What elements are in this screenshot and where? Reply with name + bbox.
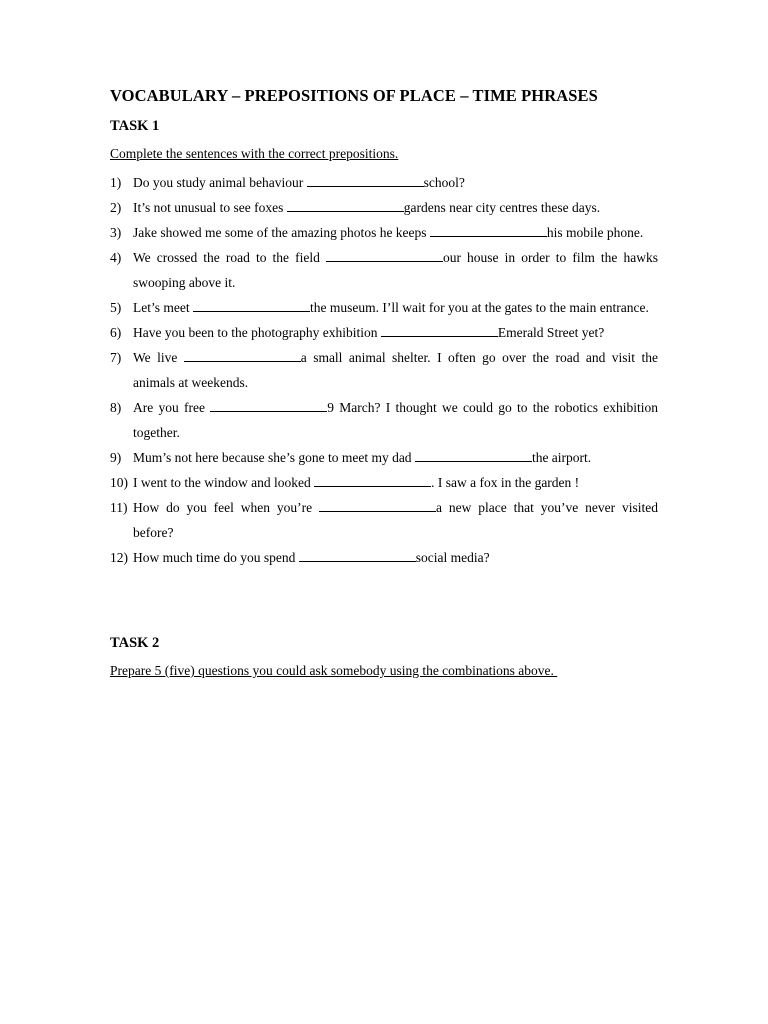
- exercise-text-after: our house in order to film the hawks swooping above it.: [133, 250, 659, 290]
- exercise-item: [110, 545, 658, 570]
- exercise-text-before: We live: [133, 350, 184, 365]
- task2-heading: TASK 2: [110, 635, 160, 651]
- exercise-item: [110, 320, 658, 345]
- exercise-text-before: I went to the window and looked: [133, 475, 315, 490]
- answer-blank[interactable]: [287, 200, 404, 212]
- exercise-text-after: 9 March? I thought we could go to the robotics exhibition together.: [133, 400, 658, 440]
- exercise-text-after: the airport.: [531, 450, 592, 465]
- exercise-text-after: gardens near city centres these days.: [403, 200, 601, 215]
- exercise-text-before: Have you been to the photography exhibition: [133, 325, 381, 340]
- exercise-item: [110, 295, 658, 320]
- exercise-number: 1): [110, 175, 122, 190]
- exercise-number: 12): [110, 550, 128, 565]
- exercise-text-before: Mum’s not here because she’s gone to meet my dad: [133, 450, 415, 465]
- exercise-number: 8): [110, 400, 122, 415]
- task1-instruction: Complete the sentences with the correct prepositions.: [110, 146, 399, 161]
- answer-blank[interactable]: [415, 450, 532, 462]
- exercise-text-before: Do you study animal behaviour: [133, 175, 307, 190]
- exercise-text-before: Are you free: [133, 400, 211, 415]
- exercise-item: [110, 345, 658, 395]
- answer-blank[interactable]: [184, 350, 301, 362]
- exercise-text-after: . I saw a fox in the garden !: [431, 475, 580, 490]
- exercise-text-before: Jake showed me some of the amazing photos he keeps: [133, 225, 430, 240]
- exercise-item: [110, 395, 658, 445]
- exercise-number: 6): [110, 325, 122, 340]
- exercise-text-after: a small animal shelter. I often go over the road and visit the animals at weekends.: [133, 350, 658, 390]
- task2-instruction: Prepare 5 (five) questions you could ask somebody using the combinations above.: [110, 663, 558, 678]
- exercise-number: 4): [110, 250, 122, 265]
- exercise-item: [110, 245, 658, 295]
- exercise-text-before: How do you feel when you’re: [133, 500, 320, 515]
- exercise-number: 2): [110, 200, 122, 215]
- exercise-number: 11): [110, 500, 128, 515]
- exercise-number: 3): [110, 225, 122, 240]
- exercise-text-after: school?: [423, 175, 465, 190]
- answer-blank[interactable]: [430, 225, 547, 237]
- exercise-text-before: How much time do you spend: [133, 550, 299, 565]
- exercise-text-after: his mobile phone.: [546, 225, 644, 240]
- exercise-number: 5): [110, 300, 122, 315]
- exercise-item: [110, 195, 658, 220]
- answer-blank[interactable]: [307, 175, 424, 187]
- exercise-text-after: Emerald Street yet?: [497, 325, 605, 340]
- exercise-item: [110, 470, 658, 495]
- exercise-text-before: We crossed the road to the field: [133, 250, 326, 265]
- exercise-item: [110, 170, 658, 195]
- task1-heading: TASK 1: [110, 118, 160, 134]
- answer-blank[interactable]: [210, 400, 327, 412]
- answer-blank[interactable]: [314, 475, 431, 487]
- answer-blank[interactable]: [326, 250, 443, 262]
- exercise-text-before: Let’s meet: [133, 300, 193, 315]
- exercise-number: 10): [110, 475, 128, 490]
- exercise-item: [110, 445, 658, 470]
- worksheet-title: VOCABULARY – PREPOSITIONS OF PLACE – TIME PHRASES: [110, 86, 598, 105]
- exercise-number: 7): [110, 350, 122, 365]
- exercise-text-after: social media?: [415, 550, 490, 565]
- answer-blank[interactable]: [299, 550, 416, 562]
- exercise-text-after: the museum. I’ll wait for you at the gates to the main entrance.: [309, 300, 649, 315]
- exercise-item: [110, 495, 658, 545]
- answer-blank[interactable]: [319, 500, 436, 512]
- exercise-item: [110, 220, 658, 245]
- exercise-number: 9): [110, 450, 122, 465]
- exercise-text-after: a new place that you’ve never visited before?: [133, 500, 658, 540]
- exercise-list: [110, 170, 658, 570]
- answer-blank[interactable]: [381, 325, 498, 337]
- answer-blank[interactable]: [193, 300, 310, 312]
- exercise-text-before: It’s not unusual to see foxes: [133, 200, 287, 215]
